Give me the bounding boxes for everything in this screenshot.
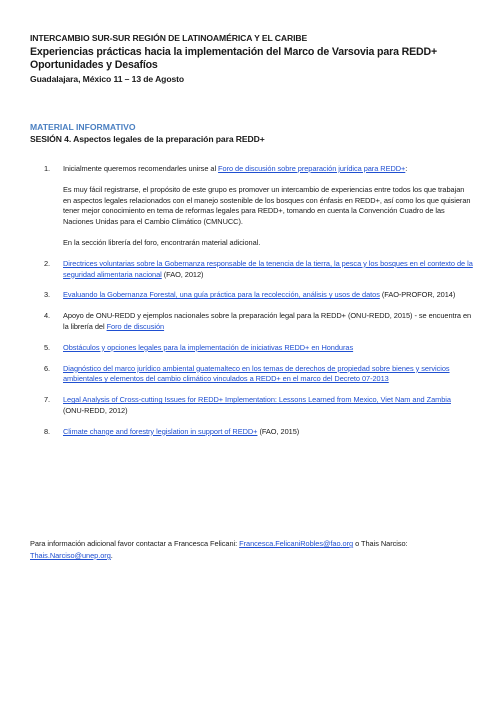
list-item-4 xyxy=(44,311,474,333)
list-number: 8. xyxy=(44,426,51,436)
resource-list xyxy=(44,164,474,448)
discussion-forum-link[interactable]: Foro de discusión sobre preparación jurídica para REDD+ xyxy=(218,164,406,173)
contact-text-mid: o Thais Narciso: xyxy=(353,539,408,548)
list-number: 7. xyxy=(44,395,51,405)
list-item-text xyxy=(63,164,474,175)
list-item-text xyxy=(63,343,474,354)
email-link-narciso[interactable]: Thais.Narciso@unep.org xyxy=(30,551,111,560)
list-item-2 xyxy=(44,259,474,281)
contact-text: Para información adicional favor contactar a Francesca Felicani: xyxy=(30,539,240,548)
forest-governance-guide-link[interactable]: Evaluando la Gobernanza Forestal, una guía práctica para la recolección, análisis y usos de datos xyxy=(63,290,380,300)
event-subtitle-line1: Experiencias prácticas hacia la implementación del Marco de Varsovia para REDD+ xyxy=(30,46,438,58)
list-item-text xyxy=(63,311,474,333)
list-number: 1. xyxy=(44,164,51,173)
honduras-obstacles-link[interactable]: Obstáculos y opciones legales para la implementación de iniciativas REDD+ en Honduras xyxy=(63,342,354,352)
document-header xyxy=(30,33,475,85)
item-text-pre: Inicialmente queremos recomendarles unirse al xyxy=(63,164,219,173)
item-text-post: (ONU-REDD, 2012) xyxy=(63,405,128,415)
event-subtitle xyxy=(30,46,475,72)
event-location-date: Guadalajara, México 11 – 13 de Agosto xyxy=(30,74,185,84)
list-item-7 xyxy=(44,395,474,417)
section-heading xyxy=(30,122,475,145)
list-item-3 xyxy=(44,290,474,301)
contact-text-end: . xyxy=(110,551,113,560)
list-item-1 xyxy=(44,164,474,249)
list-item-text xyxy=(63,290,474,301)
list-item-8 xyxy=(44,427,474,438)
list-number: 4. xyxy=(44,311,51,321)
item-text-post: (FAO-PROFOR, 2014) xyxy=(379,290,456,300)
list-item-6 xyxy=(44,364,474,386)
item-text-post: (FAO, 2015) xyxy=(257,426,300,436)
section-label: MATERIAL INFORMATIVO xyxy=(30,122,136,132)
list-item-text xyxy=(63,364,474,386)
section-title: SESIÓN 4. Aspectos legales de la preparación para REDD+ xyxy=(30,134,265,144)
contact-info xyxy=(30,538,475,562)
item-text-post: : xyxy=(405,164,408,173)
forum-description: Es muy fácil registrarse, el propósito de este grupo es promover un intercambio de experiencias entre todos los que trabajan en aspectos legales relacionados con el manejo sostenible de los bosques con énfasis en REDD+, así como los que quisieran tener mejor conocimiento en tema de reformas legales para REDD+, tomando en cuenta la Convención Cuadro de las Naciones Unidas para el Cambio Climático (CMNUCC). xyxy=(63,184,471,227)
email-link-felicani[interactable]: Francesca.FelicaniRobles@fao.org xyxy=(239,539,354,548)
climate-legislation-link[interactable]: Climate change and forestry legislation in support of REDD+ xyxy=(63,426,258,436)
item-text-post: (FAO, 2012) xyxy=(161,269,204,279)
event-title: INTERCAMBIO SUR-SUR REGIÓN DE LATINOAMÉRICA Y EL CARIBE xyxy=(30,33,308,43)
list-item-text xyxy=(63,259,474,281)
guatemala-diagnostic-link[interactable]: Diagnóstico del marco jurídico ambiental guatemalteco en los temas de derechos de propiedad sobre bienes y servicios ambientales y elementos del cambio climático vinculados a REDD+ en el marco del Decreto 07-2013 xyxy=(63,363,450,384)
list-number: 5. xyxy=(44,342,51,352)
voluntary-guidelines-link[interactable]: Directrices voluntarias sobre la Gobernanza responsable de la tenencia de la tierra, la pesca y los bosques en el contexto de la seguridad alimentaria nacional xyxy=(63,258,473,279)
item-text-pre: Apoyo de ONU-REDD y ejemplos nacionales sobre la preparación legal para la REDD+ (ONU-REDD, 2015) - se encuentra en la librería del xyxy=(63,311,472,331)
list-number: 2. xyxy=(44,258,51,268)
list-number: 3. xyxy=(44,290,51,300)
list-number: 6. xyxy=(44,363,51,373)
list-item-text xyxy=(63,395,474,417)
event-subtitle-line2: Oportunidades y Desafíos xyxy=(30,59,158,71)
forum-library-note: En la sección librería del foro, encontrarán material adicional. xyxy=(63,237,261,247)
list-item-text xyxy=(63,427,474,438)
legal-analysis-link[interactable]: Legal Analysis of Cross-cutting Issues for REDD+ Implementation: Lessons Learned from Mexico, Viet Nam and Zambia xyxy=(63,395,451,405)
forum-link[interactable]: Foro de discusión xyxy=(106,321,165,331)
list-item-5 xyxy=(44,343,474,354)
